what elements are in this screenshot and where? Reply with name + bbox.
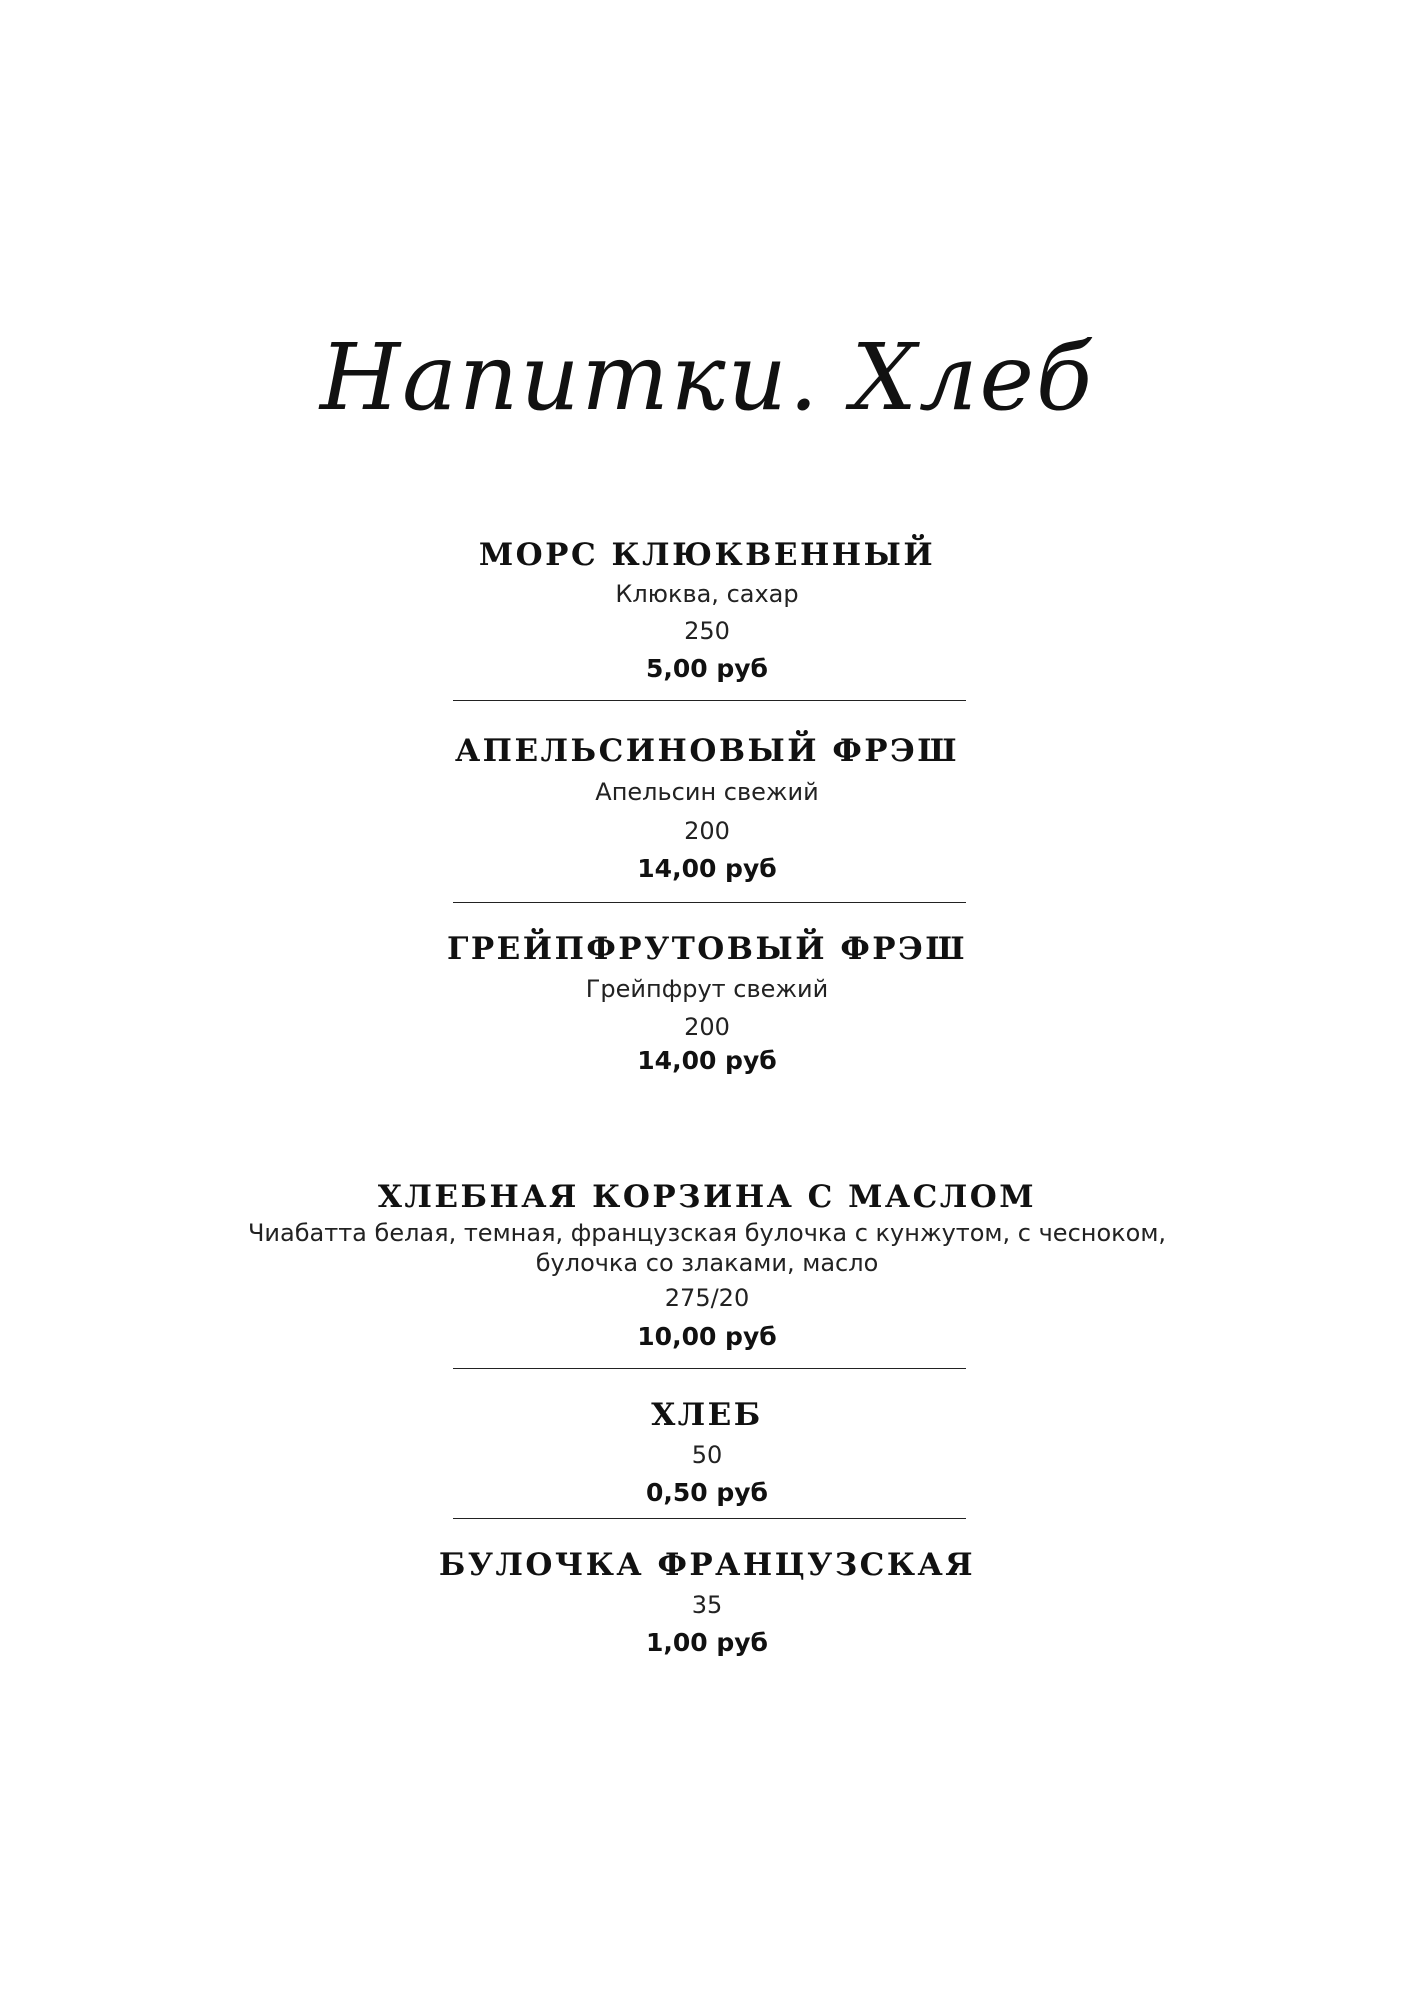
item-name: АПЕЛЬСИНОВЫЙ ФРЭШ <box>454 733 960 769</box>
page-title: Напитки. Хлеб <box>319 324 1095 431</box>
item-weight: 35 <box>691 1591 723 1619</box>
item-price: 10,00 руб <box>637 1322 777 1351</box>
item-price: 5,00 руб <box>645 654 769 683</box>
item-price: 1,00 руб <box>645 1628 769 1657</box>
item-price: 14,00 руб <box>637 854 777 883</box>
item-name: ГРЕЙПФРУТОВЫЙ ФРЭШ <box>446 931 968 967</box>
item-name: ХЛЕБНАЯ КОРЗИНА С МАСЛОМ <box>377 1179 1037 1215</box>
item-description: Грейпфрут свежий <box>585 975 829 1003</box>
item-weight: 275/20 <box>664 1284 750 1312</box>
menu-item-bread-basket <box>0 1176 1414 1356</box>
menu-item-orange-fresh <box>0 730 1414 888</box>
menu-item-french-bun <box>0 1544 1414 1662</box>
item-description-line1: Чиабатта белая, темная, французская булочка с кунжутом, с чесноком, <box>247 1219 1167 1247</box>
item-weight: 50 <box>691 1441 723 1469</box>
item-description-line2: булочка со злаками, масло <box>535 1249 879 1277</box>
item-weight: 200 <box>684 817 730 845</box>
item-description: Апельсин свежий <box>595 778 819 806</box>
item-divider <box>453 1518 966 1519</box>
item-name: ХЛЕБ <box>651 1397 763 1433</box>
item-divider <box>453 902 966 903</box>
item-name: МОРС КЛЮКВЕННЫЙ <box>478 537 936 573</box>
menu-item-bread <box>0 1394 1414 1512</box>
item-divider <box>453 700 966 701</box>
menu-item-grapefruit-fresh <box>0 928 1414 1076</box>
item-price: 0,50 руб <box>645 1478 769 1507</box>
item-divider <box>453 1368 966 1369</box>
item-name: БУЛОЧКА ФРАНЦУЗСКАЯ <box>438 1547 976 1583</box>
item-price: 14,00 руб <box>637 1046 777 1075</box>
item-weight: 200 <box>684 1013 730 1041</box>
menu-item-mors <box>0 534 1414 688</box>
item-weight: 250 <box>684 617 730 645</box>
item-description: Клюква, сахар <box>615 580 799 608</box>
